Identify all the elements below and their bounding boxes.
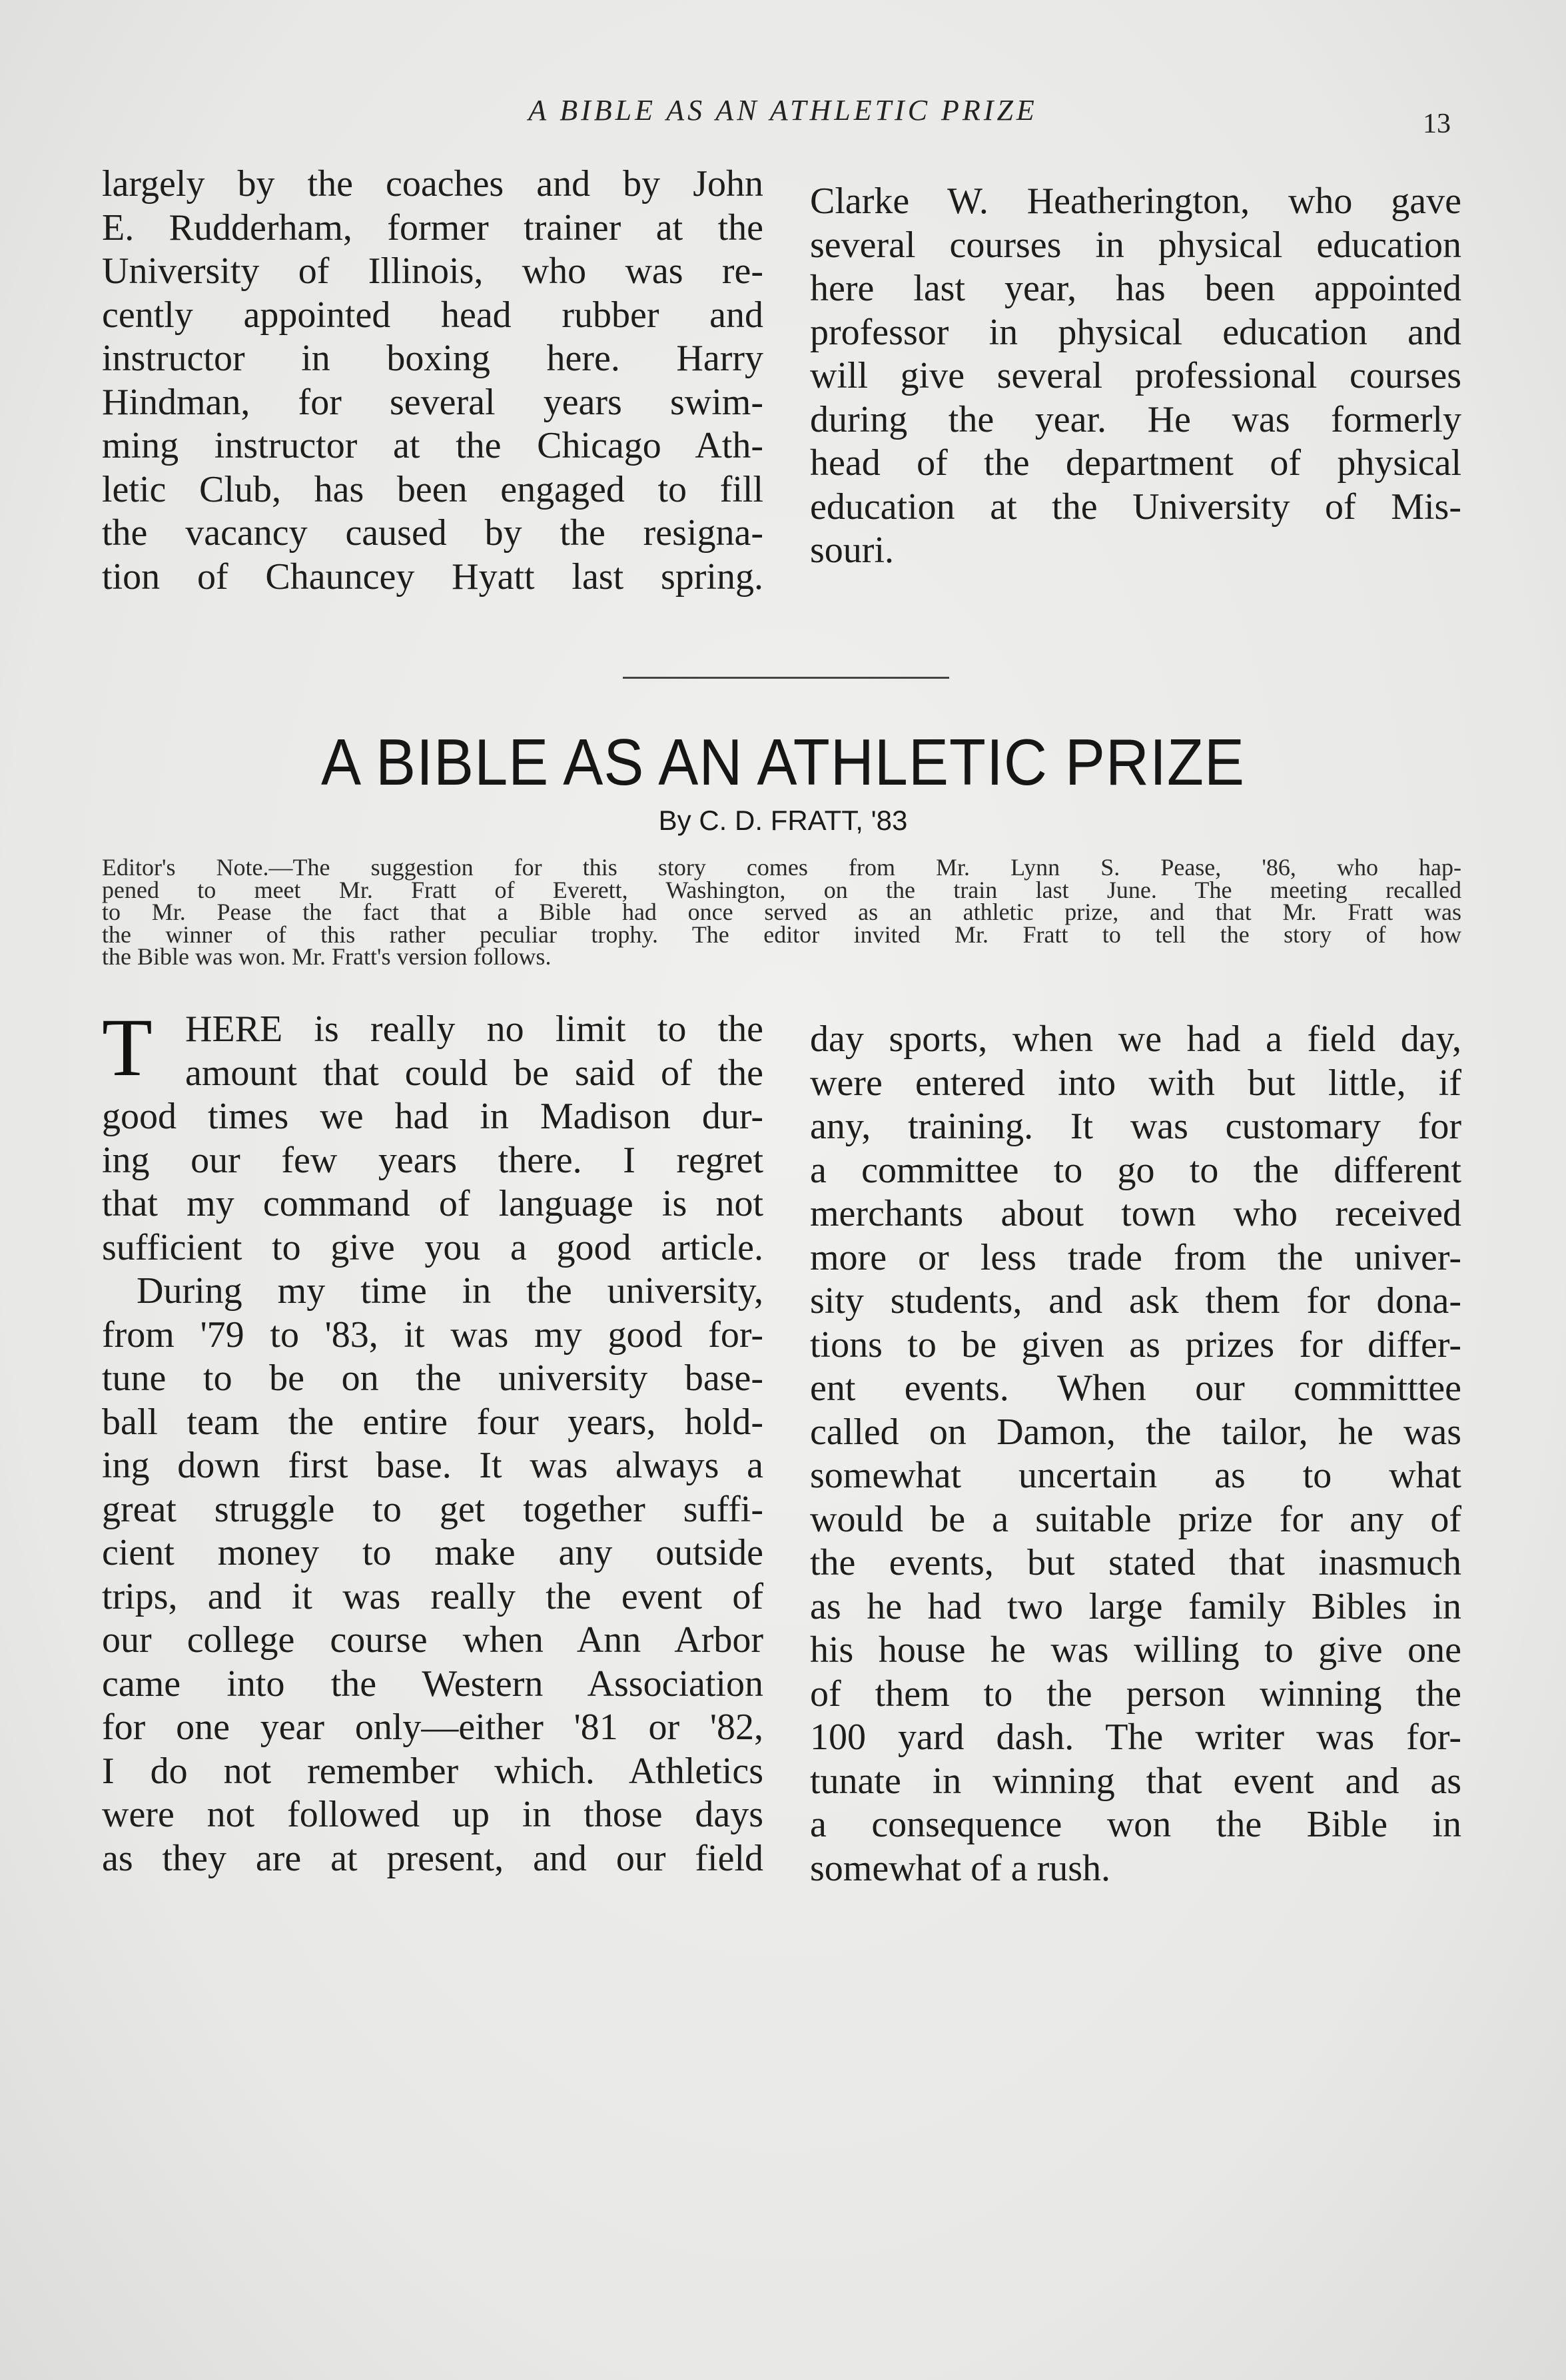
text-line: would be a suitable prize for any of — [810, 1498, 1461, 1540]
text-line: from '79 to '83, it was my good for- — [102, 1314, 763, 1356]
note-line: the Bible was won. Mr. Fratt's version follows. — [102, 943, 552, 970]
text-line: a committee to go to the different — [810, 1149, 1461, 1191]
text-line: were not followed up in those days — [102, 1794, 763, 1835]
text-line: as he had two large family Bibles in — [810, 1585, 1461, 1627]
text-line: during the year. He was formerly — [810, 398, 1461, 440]
note-line: pened to meet Mr. Fratt of Everett, Washington, on the train last June. The meeting recalled — [102, 876, 1461, 903]
text-line: tions to be given as prizes for differ- — [810, 1324, 1461, 1366]
article-byline: By C. D. FRATT, '83 — [658, 805, 908, 836]
text-line: the events, but stated that inasmuch — [810, 1542, 1461, 1583]
text-line: day sports, when we had a field day, — [810, 1018, 1461, 1060]
drop-cap: T — [102, 1002, 153, 1093]
text-line: somewhat of a rush. — [810, 1847, 1111, 1889]
text-line: any, training. It was customary for — [810, 1106, 1461, 1147]
text-line: ing our few years there. I regret — [102, 1139, 763, 1181]
page-number: 13 — [1423, 109, 1451, 139]
text-line: trips, and it was really the event of — [102, 1575, 763, 1617]
text-line: ent events. When our committtee — [810, 1368, 1461, 1409]
text-line: letic Club, has been engaged to fill — [102, 468, 763, 510]
text-line: good times we had in Madison dur- — [102, 1096, 763, 1137]
text-line: as they are at present, and our field — [102, 1837, 763, 1879]
text-line: instructor in boxing here. Harry — [102, 338, 763, 379]
text-line: sufficient to give you a good article. — [102, 1226, 763, 1268]
text-line: the vacancy caused by the resigna- — [102, 512, 763, 554]
editors-note — [102, 854, 1461, 970]
text-line: that my command of language is not — [102, 1183, 763, 1224]
text-line: merchants about town who received — [810, 1193, 1461, 1234]
text-line: here last year, has been appointed — [810, 268, 1461, 309]
text-line: tunate in winning that event and as — [810, 1760, 1461, 1802]
text-line: his house he was willing to give one — [810, 1629, 1461, 1671]
text-line: head of the department of physical — [810, 442, 1461, 484]
text-line: tion of Chauncey Hyatt last spring. — [102, 556, 763, 597]
text-line: ming instructor at the Chicago Ath- — [102, 425, 763, 466]
text-line: cently appointed head rubber and — [102, 294, 763, 336]
text-line: for one year only—either '81 or '82, — [102, 1707, 763, 1748]
text-line: amount that could be said of the — [185, 1052, 763, 1094]
text-line: ball team the entire four years, hold- — [102, 1401, 763, 1443]
text-line: great struggle to get together suffi- — [102, 1488, 763, 1530]
text-line: came into the Western Association — [102, 1663, 763, 1705]
article-title: A BIBLE AS AN ATHLETIC PRIZE — [320, 725, 1245, 799]
text-line: somewhat uncertain as to what — [810, 1455, 1461, 1496]
running-head: A BIBLE AS AN ATHLETIC PRIZE — [528, 94, 1038, 127]
text-line: 100 yard dash. The writer was for- — [810, 1717, 1461, 1758]
text-line: University of Illinois, who was re- — [102, 250, 763, 292]
text-line: of them to the person winning the — [810, 1673, 1461, 1715]
text-line: During my time in the university, — [137, 1270, 763, 1312]
text-line: Hindman, for several years swim- — [102, 381, 763, 423]
article-left-column — [102, 1002, 763, 1880]
text-line: I do not remember which. Athletics — [102, 1750, 763, 1792]
text-line: a consequence won the Bible in — [810, 1804, 1461, 1845]
text-line: were entered into with but little, if — [810, 1062, 1461, 1104]
text-line: our college course when Ann Arbor — [102, 1619, 763, 1661]
section-divider — [623, 677, 949, 679]
note-line: the winner of this rather peculiar trophy. The editor invited Mr. Fratt to tell the story of how — [102, 921, 1461, 948]
text-line: tune to be on the university base- — [102, 1358, 763, 1399]
text-line: education at the University of Mis- — [810, 486, 1461, 528]
text-line: more or less trade from the univer- — [810, 1236, 1461, 1278]
text-line: largely by the coaches and by John — [102, 163, 763, 204]
text-line: called on Damon, the tailor, he was — [810, 1411, 1461, 1453]
text-line: sity students, and ask them for dona- — [810, 1280, 1461, 1322]
text-line: E. Rudderham, former trainer at the — [102, 206, 763, 248]
note-line: Editor's Note.—The suggestion for this story comes from Mr. Lynn S. Pease, '86, who hap- — [102, 854, 1461, 881]
text-line: cient money to make any outside — [102, 1532, 763, 1573]
text-line: several courses in physical education — [810, 224, 1461, 266]
note-line: to Mr. Pease the fact that a Bible had once served as an athletic prize, and that Mr. Fratt was — [102, 899, 1461, 925]
text-line: HERE is really no limit to the — [185, 1008, 763, 1050]
top-right-column — [810, 180, 1461, 573]
text-line: professor in physical education and — [810, 311, 1461, 353]
text-line: ing down first base. It was always a — [102, 1445, 763, 1486]
article-right-column — [810, 1018, 1461, 1890]
text-line: will give several professional courses — [810, 355, 1461, 396]
top-left-column — [102, 163, 763, 599]
text-line: souri. — [810, 530, 894, 571]
text-line: Clarke W. Heatherington, who gave — [810, 181, 1461, 222]
